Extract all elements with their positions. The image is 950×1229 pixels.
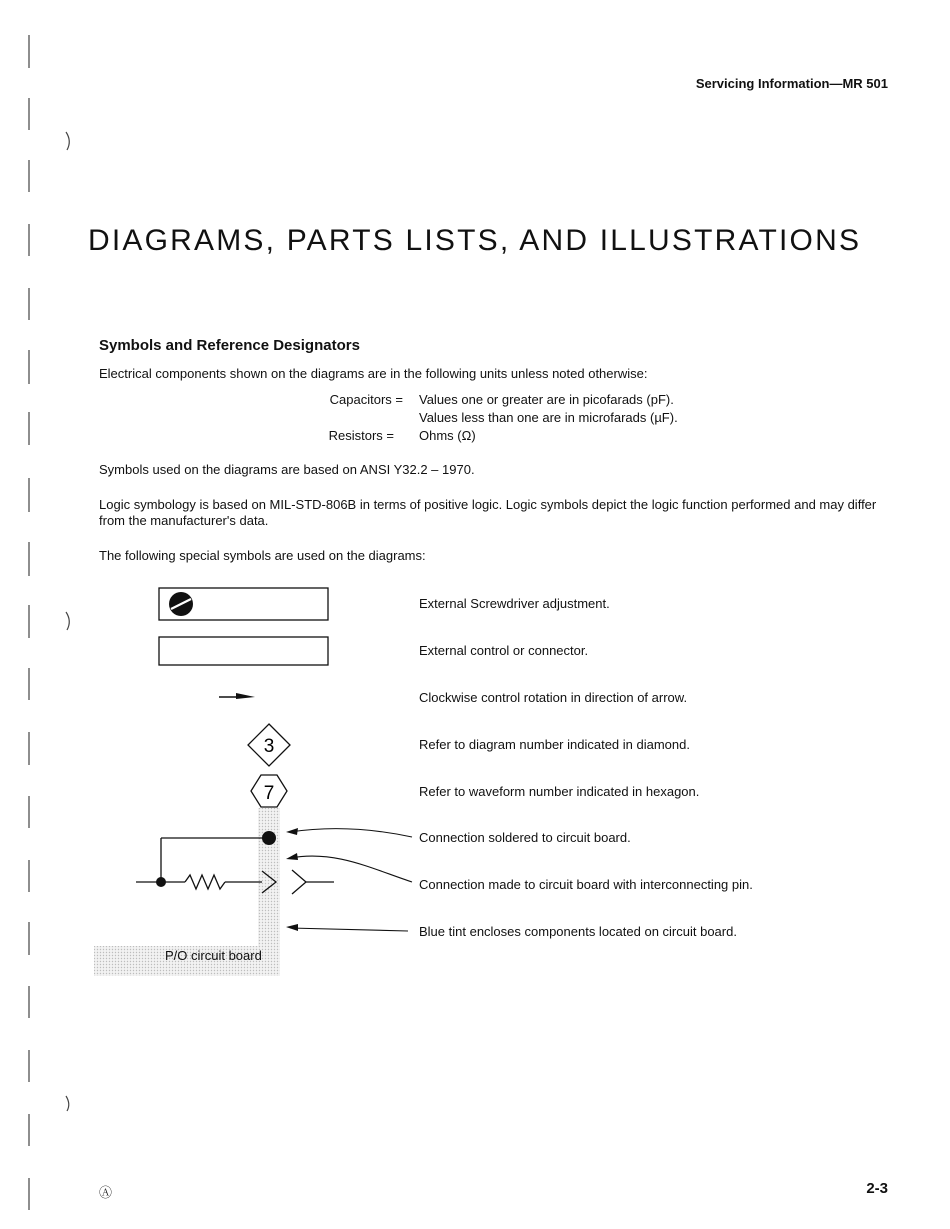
legend-text-diamond: Refer to diagram number indicated in diamond. bbox=[419, 737, 690, 752]
ansi-paragraph: Symbols used on the diagrams are based on ANSI Y32.2 – 1970. bbox=[99, 462, 475, 477]
resistor-icon bbox=[185, 875, 225, 889]
pointer-arrowheads bbox=[286, 828, 298, 931]
hexagon-symbol: 7 bbox=[263, 783, 275, 804]
legend-text-clockwise: Clockwise control rotation in direction of arrow. bbox=[419, 690, 688, 705]
legend-text-blue-tint: Blue tint encloses components located on circuit board. bbox=[419, 924, 737, 939]
logic-paragraph: Logic symbology is based on MIL-STD-806B in terms of positive logic. Logic symbols depict the logic function performed and may differ from the manufacturer's data. bbox=[99, 497, 877, 528]
legend-text-hexagon: Refer to waveform number indicated in hexagon. bbox=[419, 784, 700, 799]
legend-text-external-control: External control or connector. bbox=[419, 643, 589, 658]
solder-dot-icon bbox=[262, 831, 276, 845]
pointer-lines bbox=[290, 829, 412, 931]
special-symbols-intro: The following special symbols are used on the diagrams: bbox=[99, 548, 426, 563]
external-control-box-icon bbox=[159, 637, 328, 665]
resistors-label: Resistors = bbox=[328, 428, 394, 443]
resistors-value: Ohms (Ω) bbox=[419, 428, 476, 443]
legend-text-soldered: Connection soldered to circuit board. bbox=[419, 830, 631, 845]
revision-mark-icon: Ⓐ bbox=[99, 1185, 113, 1200]
units-intro-paragraph: Electrical components shown on the diagrams are in the following units unless noted otherwise: bbox=[99, 366, 648, 381]
interconnect-pin-socket-icon bbox=[292, 870, 306, 894]
capacitors-value-line-2: Values less than one are in microfarads (µF). bbox=[419, 410, 678, 425]
screwdriver-adjustment-icon bbox=[159, 588, 328, 620]
junction-dot-icon bbox=[156, 877, 166, 887]
capacitors-label: Capacitors = bbox=[329, 392, 403, 407]
page-title: DIAGRAMS, PARTS LISTS, AND ILLUSTRATIONS bbox=[88, 224, 862, 257]
page-number: 2-3 bbox=[866, 1180, 888, 1197]
running-header: Servicing Information—MR 501 bbox=[695, 76, 888, 91]
legend-text-screwdriver: External Screwdriver adjustment. bbox=[419, 596, 610, 611]
capacitors-value-line-1: Values one or greater are in picofarads (pF). bbox=[419, 392, 674, 407]
diamond-symbol: 3 bbox=[263, 736, 275, 757]
circuit-board-label: P/O circuit board bbox=[165, 948, 262, 963]
section-heading: Symbols and Reference Designators bbox=[99, 337, 360, 354]
circuit-example bbox=[136, 838, 334, 894]
legend-text-interconnect: Connection made to circuit board with interconnecting pin. bbox=[419, 877, 753, 892]
clockwise-arrow-icon bbox=[219, 693, 255, 699]
